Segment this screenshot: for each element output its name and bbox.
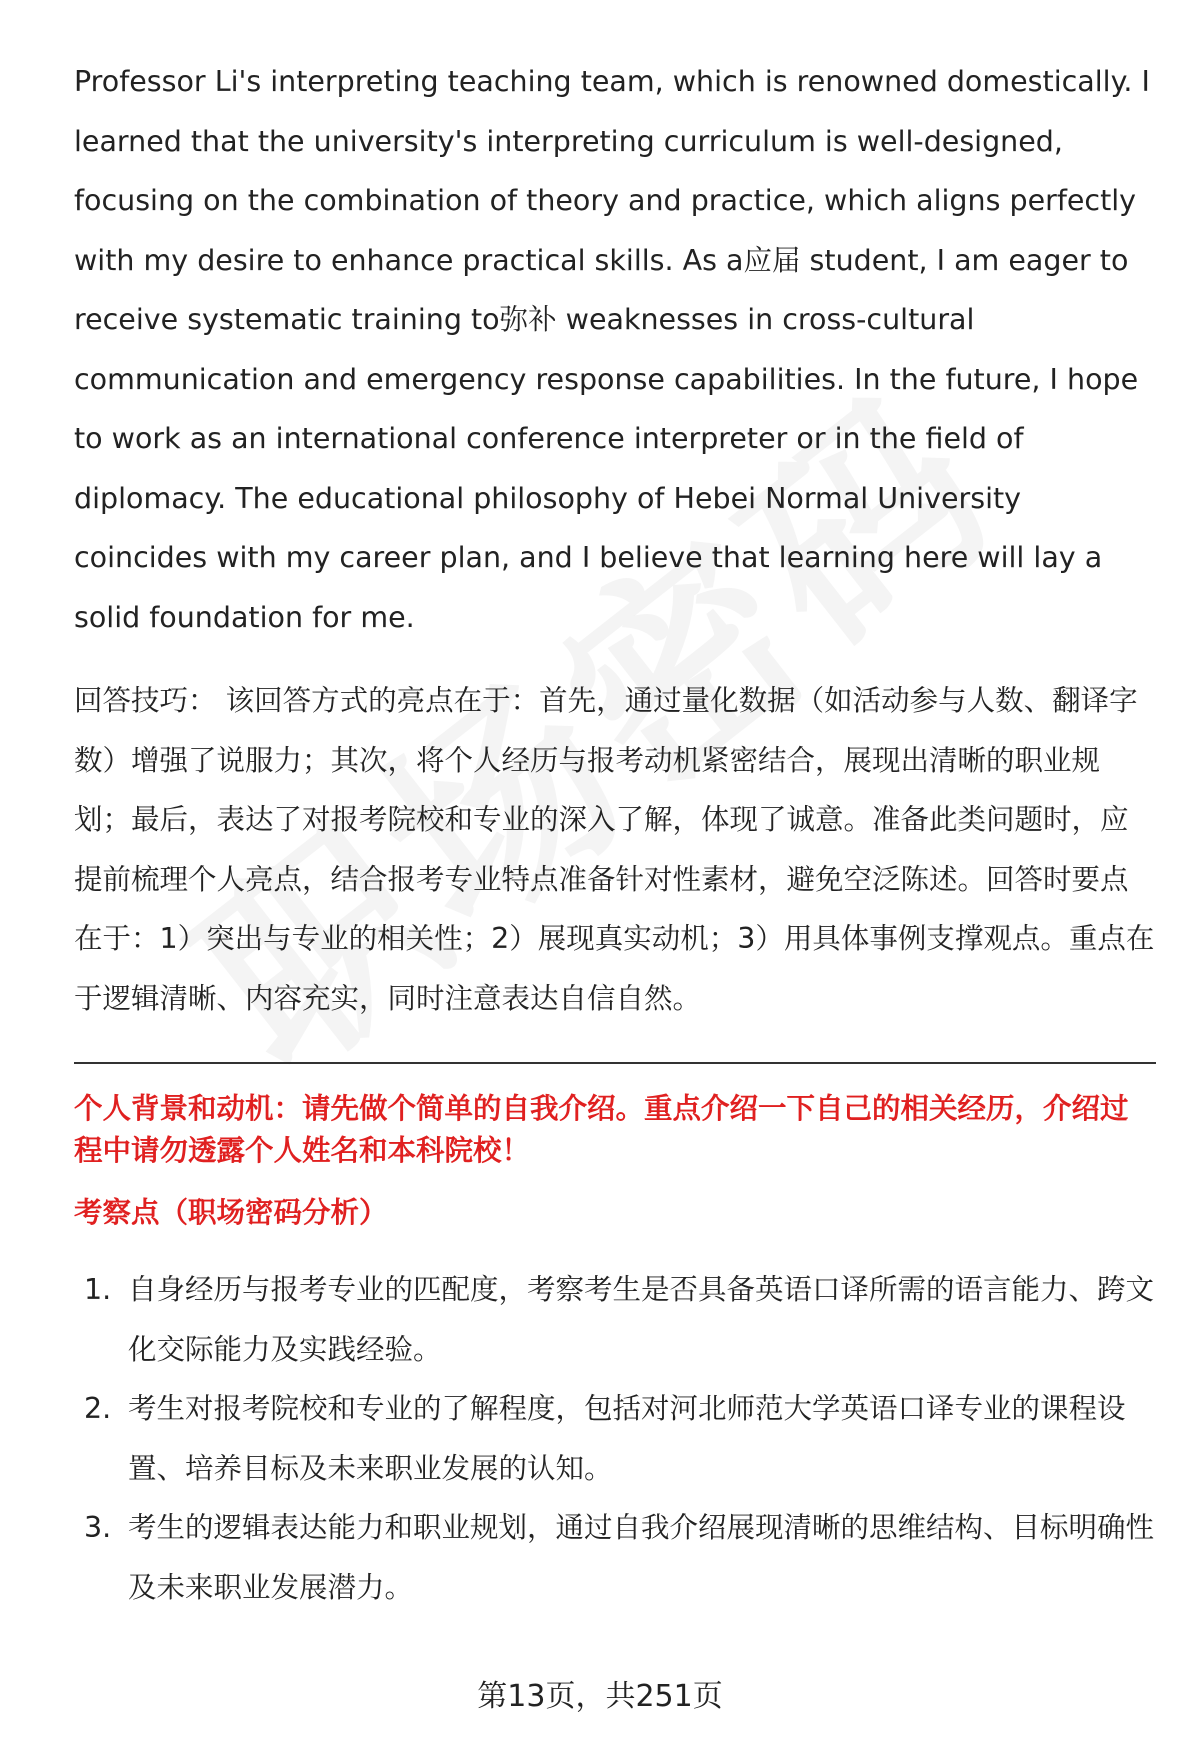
answer-tips-text: 该回答方式的亮点在于：首先，通过量化数据（如活动参与人数、翻译字数）增强了说服力；其次，将个人经历与报考动机紧密结合，展现出清晰的职业规划；最后，表达了对报考院校和专业的深入了解，体现了诚意。准备此类问题时，应提前梳理个人亮点，结合报考专业特点准备针对性素材，避免空泛陈述。回答时要点在于：1）突出与专业的相关性；2）展现真实动机；3）用具体事例支撑观点。重点在于逻辑清晰、内容充实，同时注意表达自信自然。: [74, 684, 1155, 1015]
list-item: [74, 1498, 1156, 1617]
answer-tips-paragraph: [74, 671, 1156, 1028]
list-item-number: 2.: [84, 1392, 112, 1425]
list-item: [74, 1260, 1156, 1379]
section-divider: [74, 1062, 1156, 1064]
list-item-text: 考生的逻辑表达能力和职业规划，通过自我介绍展现清晰的思维结构、目标明确性及未来职业发展潜力。: [128, 1511, 1155, 1604]
list-item-number: 3.: [84, 1511, 112, 1544]
answer-tips-label: 回答技巧：: [74, 684, 217, 717]
assessment-points-list: [74, 1260, 1156, 1617]
document-body: [74, 52, 1156, 1617]
list-item: [74, 1379, 1156, 1498]
list-item-number: 1.: [84, 1273, 112, 1306]
english-answer-paragraph: Professor Li's interpreting teaching team, which is renowned domestically. I learned that the university's interpreting curriculum is well-designed, focusing on the combination of theory and practice, which aligns perfectly with my desire to enhance practical skills. As a应届 student, I am eager to receive systematic training to弥补 weaknesses in cross-cultural communication and emergency response capabilities. In the future, I hope to work as an international conference interpreter or in the field of diplomacy. The educational philosophy of Hebei Normal University coincides with my career plan, and I believe that learning here will lay a solid foundation for me.: [74, 65, 1150, 634]
page-number: 第13页，共251页: [477, 1679, 723, 1714]
list-item-text: 考生对报考院校和专业的了解程度，包括对河北师范大学英语口译专业的课程设置、培养目标及未来职业发展的认知。: [128, 1392, 1126, 1485]
question-heading: 个人背景和动机：请先做个简单的自我介绍。重点介绍一下自己的相关经历，介绍过程中请勿透露个人姓名和本科院校！: [74, 1092, 1129, 1167]
list-item-text: 自身经历与报考专业的匹配度，考察考生是否具备英语口译所需的语言能力、跨文化交际能力及实践经验。: [128, 1273, 1155, 1366]
assessment-points-title: 考察点（职场密码分析）: [74, 1196, 388, 1229]
